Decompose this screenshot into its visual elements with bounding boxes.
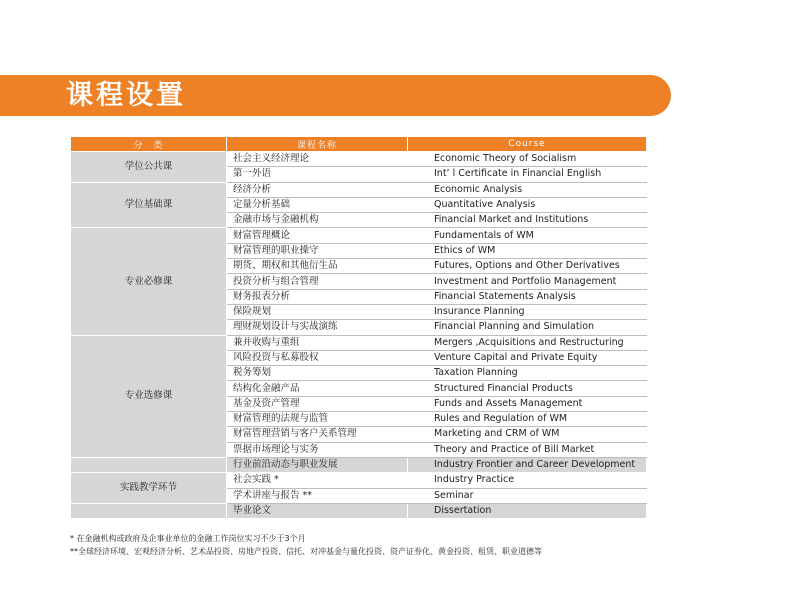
footnotes [70, 532, 542, 558]
course-name-cn: 期货、期权和其他衍生品 [227, 259, 408, 274]
course-name-en: Venture Capital and Private Equity [408, 350, 647, 365]
course-name-cn: 保险规划 [227, 304, 408, 319]
table-header-row [71, 137, 647, 152]
table-row [71, 503, 647, 518]
category-cell: 学位公共课 [71, 152, 227, 183]
course-name-cn: 理财规划设计与实战演练 [227, 320, 408, 335]
course-name-en: Fundamentals of WM [408, 228, 647, 243]
course-name-en: Industry Frontier and Career Development [408, 457, 647, 472]
course-name-cn: 社会实践 * [227, 473, 408, 488]
title-banner [0, 75, 671, 116]
course-name-cn: 学术讲座与报告 ** [227, 488, 408, 503]
course-name-cn: 财富管理概论 [227, 228, 408, 243]
header-category: 分 类 [71, 137, 227, 152]
course-name-en: Int’ l Certificate in Financial English [408, 167, 647, 182]
course-name-cn: 税务筹划 [227, 366, 408, 381]
table-row [71, 335, 647, 350]
course-name-cn: 行业前沿动态与职业发展 [227, 457, 408, 472]
course-name-cn: 财富管理营销与客户关系管理 [227, 427, 408, 442]
footnote-internship: * 在金融机构或政府及企事业单位的金融工作岗位实习不少于3个月 [70, 534, 306, 543]
course-name-en: Rules and Regulation of WM [408, 412, 647, 427]
category-cell: 专业选修课 [71, 335, 227, 457]
table-row [71, 152, 647, 167]
course-name-cn: 财富管理的法规与监管 [227, 412, 408, 427]
course-name-cn: 社会主义经济理论 [227, 152, 408, 167]
category-cell: 实践教学环节 [71, 473, 227, 504]
course-name-cn: 财务报表分析 [227, 289, 408, 304]
course-name-en: Seminar [408, 488, 647, 503]
course-name-en: Economic Analysis [408, 182, 647, 197]
course-name-en: Financial Statements Analysis [408, 289, 647, 304]
course-name-en: Financial Planning and Simulation [408, 320, 647, 335]
category-cell: 学位基础课 [71, 182, 227, 228]
header-course-name: 课程名称 [227, 137, 408, 152]
table-row [71, 457, 647, 472]
course-name-cn: 票据市场理论与实务 [227, 442, 408, 457]
table-row [71, 228, 647, 243]
course-name-cn: 毕业论文 [227, 503, 408, 518]
course-name-en: Insurance Planning [408, 304, 647, 319]
course-name-cn: 金融市场与金融机构 [227, 213, 408, 228]
course-name-cn: 第一外语 [227, 167, 408, 182]
course-name-en: Marketing and CRM of WM [408, 427, 647, 442]
footnote-seminar-topics: **全球经济环境、宏观经济分析、艺术品投资、房地产投资、信托、对冲基金与量化投资、资产证券化、黄金投资、租赁、职业道德等 [70, 547, 542, 556]
course-name-en: Mergers ,Acquisitions and Restructuring [408, 335, 647, 350]
course-table [70, 136, 647, 519]
table-row [71, 473, 647, 488]
course-name-en: Futures, Options and Other Derivatives [408, 259, 647, 274]
course-name-cn: 投资分析与组合管理 [227, 274, 408, 289]
course-name-en: Industry Practice [408, 473, 647, 488]
course-name-cn: 风险投资与私募股权 [227, 350, 408, 365]
category-cell: 专业必修课 [71, 228, 227, 335]
course-name-cn: 兼并收购与重组 [227, 335, 408, 350]
course-name-en: Investment and Portfolio Management [408, 274, 647, 289]
course-name-cn: 定量分析基础 [227, 197, 408, 212]
course-name-en: Taxation Planning [408, 366, 647, 381]
course-name-en: Financial Market and Institutions [408, 213, 647, 228]
course-name-en: Ethics of WM [408, 243, 647, 258]
course-name-en: Funds and Assets Management [408, 396, 647, 411]
category-cell [71, 457, 227, 472]
course-name-cn: 结构化金融产品 [227, 381, 408, 396]
table-row [71, 182, 647, 197]
course-name-en: Theory and Practice of Bill Market [408, 442, 647, 457]
course-name-en: Dissertation [408, 503, 647, 518]
category-cell [71, 503, 227, 518]
page-title: 课程设置 [66, 80, 186, 111]
header-course: Course [408, 137, 647, 152]
course-name-en: Structured Financial Products [408, 381, 647, 396]
course-name-cn: 财富管理的职业操守 [227, 243, 408, 258]
course-name-cn: 经济分析 [227, 182, 408, 197]
course-name-en: Quantitative Analysis [408, 197, 647, 212]
course-name-cn: 基金及资产管理 [227, 396, 408, 411]
course-name-en: Economic Theory of Socialism [408, 152, 647, 167]
